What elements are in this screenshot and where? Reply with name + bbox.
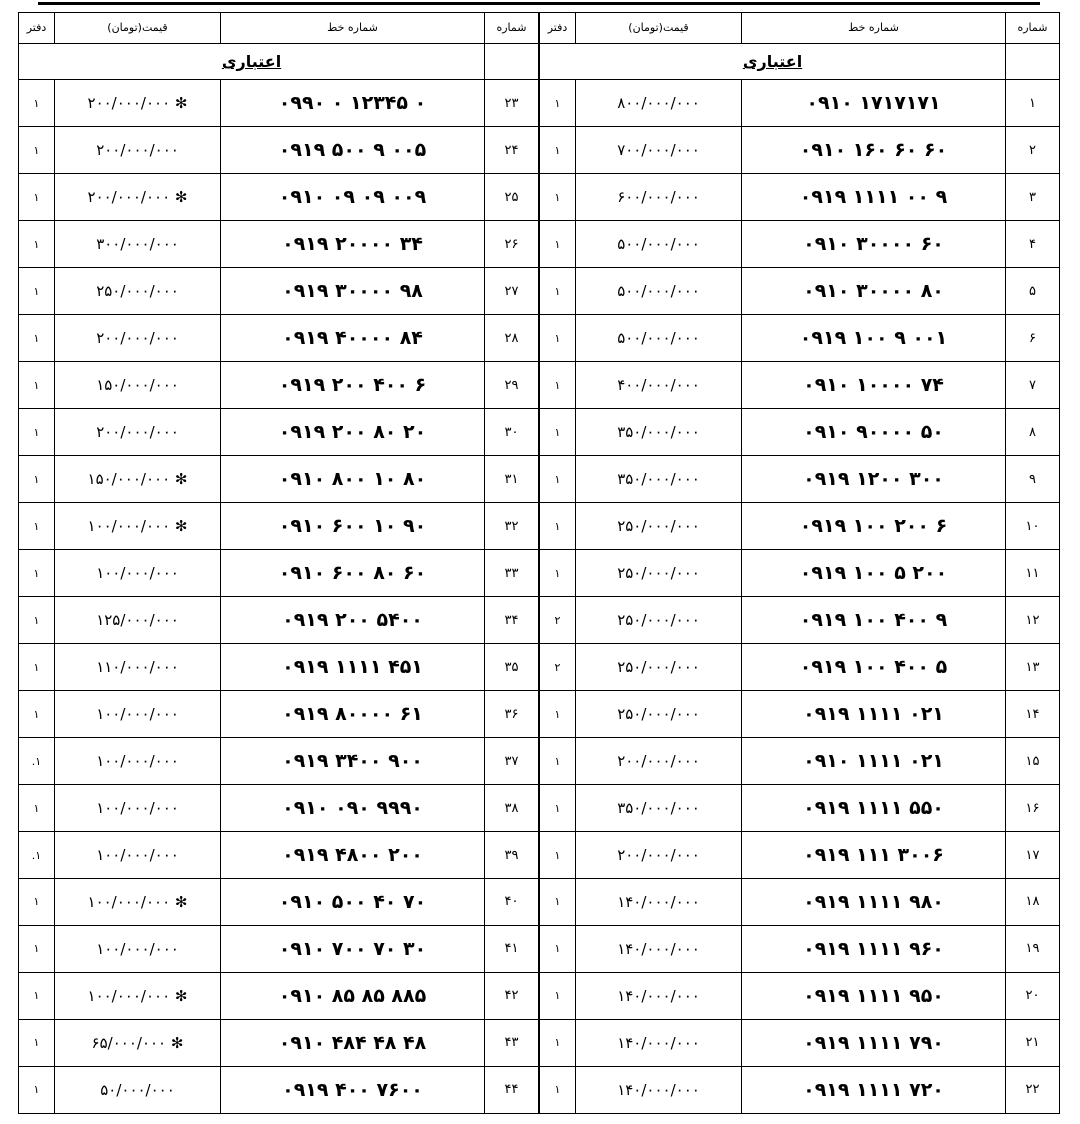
row-number: ۲۸ [485, 315, 539, 362]
phone-line: ۰۹۱۹ ۲۰۰ ۴۰۰ ۶ [221, 362, 485, 409]
office: ۱ [19, 597, 55, 644]
phone-line: ۰۹۱۹ ۱۱۱۱ ۵۵۰ [742, 785, 1006, 832]
office: ۱ [540, 832, 576, 879]
row-number: ۴۰ [485, 879, 539, 926]
header-price: قیمت(تومان) [576, 13, 742, 44]
office: ۱ [19, 1019, 55, 1066]
office: ۱ [540, 550, 576, 597]
price: ۱۴۰/۰۰۰/۰۰۰ [576, 879, 742, 926]
office: ۱ [19, 550, 55, 597]
table-row [540, 738, 1060, 785]
table-row [19, 785, 539, 832]
office: ۱ [19, 972, 55, 1019]
office: ۱ [19, 268, 55, 315]
office: ۱ [19, 80, 55, 127]
row-number: ۱۱ [1006, 550, 1060, 597]
table-row [540, 1066, 1060, 1113]
table-row [540, 315, 1060, 362]
row-number: ۱۴ [1006, 691, 1060, 738]
office: ۱ [19, 644, 55, 691]
phone-line: ۰۹۱۰ ۱۱۱۱ ۰۲۱ [742, 738, 1006, 785]
table-row [540, 879, 1060, 926]
phone-line: ۰۹۱۹ ۱۱۱۱ ۹۶۰ [742, 925, 1006, 972]
row-number: ۴۱ [485, 925, 539, 972]
office: ۱ [540, 879, 576, 926]
price: ۲۰۰/۰۰۰/۰۰۰ [576, 832, 742, 879]
phone-line: ۰۹۱۹ ۸۰۰۰۰ ۶۱ [221, 691, 485, 738]
table-row [540, 80, 1060, 127]
table-row [540, 456, 1060, 503]
office: ۱ [19, 925, 55, 972]
price: ۲۰۰/۰۰۰/۰۰۰ ✻ [55, 174, 221, 221]
table-row [19, 832, 539, 879]
table-row [540, 362, 1060, 409]
phone-line: ۰۹۱۹ ۱۱۱۱ ۷۹۰ [742, 1019, 1006, 1066]
phone-line: ۰۹۱۹ ۱۰۰ ۹ ۰۰۱ [742, 315, 1006, 362]
price: ۱۰۰/۰۰۰/۰۰۰ [55, 738, 221, 785]
table-row [19, 174, 539, 221]
phone-line: ۰۹۱۰ ۶۰۰ ۸۰ ۶۰ [221, 550, 485, 597]
row-number: ۲۶ [485, 221, 539, 268]
header-row [540, 13, 1060, 44]
price: ۲۰۰/۰۰۰/۰۰۰ [55, 315, 221, 362]
office: ۱ [19, 174, 55, 221]
phone-line: ۰۹۱۹ ۱۰۰ ۵ ۲۰۰ [742, 550, 1006, 597]
price: ۵۰۰/۰۰۰/۰۰۰ [576, 315, 742, 362]
office: ۱ [19, 785, 55, 832]
office: ۱ [540, 503, 576, 550]
price: ۱۰۰/۰۰۰/۰۰۰ ✻ [55, 503, 221, 550]
price: ۲۵۰/۰۰۰/۰۰۰ [576, 691, 742, 738]
table-row [540, 174, 1060, 221]
price: ۲۰۰/۰۰۰/۰۰۰ [55, 127, 221, 174]
price: ۴۰۰/۰۰۰/۰۰۰ [576, 362, 742, 409]
phone-line: ۰۹۱۹ ۱۲۰۰ ۳۰۰ [742, 456, 1006, 503]
row-number: ۴۴ [485, 1066, 539, 1113]
row-number: ۱ [1006, 80, 1060, 127]
office: ۱. [19, 832, 55, 879]
phone-line: ۰۹۱۰ ۷۰۰ ۷۰ ۳۰ [221, 925, 485, 972]
table-row [540, 832, 1060, 879]
table-row [19, 597, 539, 644]
office: ۱ [540, 362, 576, 409]
row-number: ۲۴ [485, 127, 539, 174]
table-row [19, 409, 539, 456]
price: ۱۵۰/۰۰۰/۰۰۰ ✻ [55, 456, 221, 503]
table-row [19, 456, 539, 503]
price: ۱۴۰/۰۰۰/۰۰۰ [576, 1066, 742, 1113]
table-row [19, 315, 539, 362]
phone-line: ۰۹۱۹ ۱۱۱۱ ۰۰ ۹ [742, 174, 1006, 221]
row-number: ۲۲ [1006, 1066, 1060, 1113]
header-line: شماره خط [742, 13, 1006, 44]
category-label: اعتباری [221, 52, 282, 72]
phone-line: ۰۹۱۰ ۶۰۰ ۱۰ ۹۰ [221, 503, 485, 550]
table-row [540, 597, 1060, 644]
row-number: ۲۳ [485, 80, 539, 127]
price-list-sheet [20, 12, 1060, 1114]
phone-line: ۰۹۱۹ ۱۰۰ ۲۰۰ ۶ [742, 503, 1006, 550]
price: ۱۰۰/۰۰۰/۰۰۰ ✻ [55, 972, 221, 1019]
row-number: ۲۷ [485, 268, 539, 315]
price: ۱۲۵/۰۰۰/۰۰۰ [55, 597, 221, 644]
price: ۱۰۰/۰۰۰/۰۰۰ [55, 785, 221, 832]
row-number: ۱۶ [1006, 785, 1060, 832]
row-number: ۴۲ [485, 972, 539, 1019]
price: ۱۰۰/۰۰۰/۰۰۰ [55, 832, 221, 879]
price: ۷۰۰/۰۰۰/۰۰۰ [576, 127, 742, 174]
price: ۲۰۰/۰۰۰/۰۰۰ ✻ [55, 80, 221, 127]
phone-line: ۰۹۱۹ ۱۱۱۱ ۷۲۰ [742, 1066, 1006, 1113]
table-row [19, 1019, 539, 1066]
price: ۳۵۰/۰۰۰/۰۰۰ [576, 785, 742, 832]
phone-line: ۰۹۱۹ ۴۰۰ ۷۶۰۰ [221, 1066, 485, 1113]
office: ۱ [540, 1066, 576, 1113]
office: ۱ [540, 315, 576, 362]
price: ۲۰۰/۰۰۰/۰۰۰ [55, 409, 221, 456]
price: ۳۰۰/۰۰۰/۰۰۰ [55, 221, 221, 268]
price: ۱۴۰/۰۰۰/۰۰۰ [576, 925, 742, 972]
price: ۵۰/۰۰۰/۰۰۰ [55, 1066, 221, 1113]
phone-line: ۰۹۱۹ ۱۱۱۱ ۴۵۱ [221, 644, 485, 691]
row-number: ۲۱ [1006, 1019, 1060, 1066]
table-row [19, 503, 539, 550]
price: ۵۰۰/۰۰۰/۰۰۰ [576, 268, 742, 315]
header-number: شماره [485, 13, 539, 44]
office: ۱ [540, 174, 576, 221]
price: ۱۰۰/۰۰۰/۰۰۰ [55, 925, 221, 972]
table-row [540, 268, 1060, 315]
table-row [540, 550, 1060, 597]
phone-line: ۰۹۹۰ ۰ ۱۲۳۴۵ ۰ [221, 80, 485, 127]
category-label: اعتباری [742, 52, 803, 72]
phone-line: ۰۹۱۹ ۳۴۰۰ ۹۰۰ [221, 738, 485, 785]
table-row [540, 221, 1060, 268]
row-number: ۴ [1006, 221, 1060, 268]
phone-line: ۰۹۱۹ ۱۰۰ ۴۰۰ ۵ [742, 644, 1006, 691]
table-row [540, 1019, 1060, 1066]
price: ۵۰۰/۰۰۰/۰۰۰ [576, 221, 742, 268]
row-number: ۱۰ [1006, 503, 1060, 550]
office: ۱ [540, 1019, 576, 1066]
phone-line: ۰۹۱۹ ۲۰۰ ۵۴۰۰ [221, 597, 485, 644]
phone-line: ۰۹۱۰ ۳۰۰۰۰ ۶۰ [742, 221, 1006, 268]
table-row [19, 362, 539, 409]
row-number: ۴۳ [485, 1019, 539, 1066]
phone-line: ۰۹۱۹ ۱۱۱ ۳۰۰۶ [742, 832, 1006, 879]
price: ۶۰۰/۰۰۰/۰۰۰ [576, 174, 742, 221]
office: ۱ [19, 1066, 55, 1113]
phone-line: ۰۹۱۹ ۵۰۰ ۹ ۰۰۵ [221, 127, 485, 174]
office: ۱ [540, 691, 576, 738]
row-number: ۳۴ [485, 597, 539, 644]
table-row [540, 503, 1060, 550]
table-row [540, 925, 1060, 972]
office: ۱ [540, 221, 576, 268]
office: ۱ [540, 972, 576, 1019]
top-rule [38, 2, 1040, 5]
left-table [18, 12, 539, 1114]
price: ۲۵۰/۰۰۰/۰۰۰ [55, 268, 221, 315]
right-table [539, 12, 1060, 1114]
table-row [19, 80, 539, 127]
phone-line: ۰۹۱۹ ۴۸۰۰ ۲۰۰ [221, 832, 485, 879]
office: ۱ [19, 409, 55, 456]
table-row [540, 691, 1060, 738]
row-number: ۱۹ [1006, 925, 1060, 972]
office: ۲ [540, 644, 576, 691]
phone-line: ۰۹۱۹ ۴۰۰۰۰ ۸۴ [221, 315, 485, 362]
price: ۳۵۰/۰۰۰/۰۰۰ [576, 409, 742, 456]
phone-line: ۰۹۱۰ ۱۶۰ ۶۰ ۶۰ [742, 127, 1006, 174]
table-row [19, 879, 539, 926]
table-row [19, 127, 539, 174]
row-number: ۳۹ [485, 832, 539, 879]
table-row [540, 785, 1060, 832]
row-number: ۳۷ [485, 738, 539, 785]
office: ۱ [540, 80, 576, 127]
table-row [19, 1066, 539, 1113]
office: ۱ [19, 456, 55, 503]
office: ۱ [540, 409, 576, 456]
table-row [19, 550, 539, 597]
price: ۲۵۰/۰۰۰/۰۰۰ [576, 597, 742, 644]
office: ۱. [19, 738, 55, 785]
phone-line: ۰۹۱۹ ۱۱۱۱ ۰۲۱ [742, 691, 1006, 738]
office: ۱ [19, 691, 55, 738]
phone-line: ۰۹۱۰ ۳۰۰۰۰ ۸۰ [742, 268, 1006, 315]
category-row [19, 43, 539, 79]
table-row [540, 972, 1060, 1019]
office: ۱ [540, 268, 576, 315]
phone-line: ۰۹۱۰ ۸۵ ۸۵ ۸۸۵ [221, 972, 485, 1019]
price: ۲۰۰/۰۰۰/۰۰۰ [576, 738, 742, 785]
row-number: ۳۵ [485, 644, 539, 691]
row-number: ۱۲ [1006, 597, 1060, 644]
row-number: ۳۲ [485, 503, 539, 550]
price: ۱۰۰/۰۰۰/۰۰۰ [55, 691, 221, 738]
row-number: ۱۳ [1006, 644, 1060, 691]
row-number: ۳۶ [485, 691, 539, 738]
phone-line: ۰۹۱۰ ۰۹۰ ۹۹۹۰ [221, 785, 485, 832]
office: ۱ [19, 127, 55, 174]
header-office: دفتر [19, 13, 55, 44]
header-line: شماره خط [221, 13, 485, 44]
price: ۱۴۰/۰۰۰/۰۰۰ [576, 972, 742, 1019]
table-row [540, 644, 1060, 691]
table-row [540, 127, 1060, 174]
phone-line: ۰۹۱۰ ۹۰۰۰۰ ۵۰ [742, 409, 1006, 456]
row-number: ۲۵ [485, 174, 539, 221]
phone-line: ۰۹۱۰ ۸۰۰ ۱۰ ۸۰ [221, 456, 485, 503]
row-number: ۲ [1006, 127, 1060, 174]
row-number: ۱۸ [1006, 879, 1060, 926]
phone-line: ۰۹۱۰ ۴۸۴ ۴۸ ۴۸ [221, 1019, 485, 1066]
row-number: ۶ [1006, 315, 1060, 362]
row-number: ۳۸ [485, 785, 539, 832]
office: ۱ [540, 738, 576, 785]
row-number: ۳ [1006, 174, 1060, 221]
row-number: ۲۰ [1006, 972, 1060, 1019]
header-price: قیمت(تومان) [55, 13, 221, 44]
price: ۱۱۰/۰۰۰/۰۰۰ [55, 644, 221, 691]
phone-line: ۰۹۱۰ ۱۰۰۰۰ ۷۴ [742, 362, 1006, 409]
office: ۱ [19, 879, 55, 926]
row-number: ۵ [1006, 268, 1060, 315]
table-row [540, 409, 1060, 456]
table-row [19, 644, 539, 691]
row-number: ۹ [1006, 456, 1060, 503]
phone-line: ۰۹۱۰ ۵۰۰ ۴۰ ۷۰ [221, 879, 485, 926]
phone-line: ۰۹۱۹ ۱۱۱۱ ۹۵۰ [742, 972, 1006, 1019]
price: ۳۵۰/۰۰۰/۰۰۰ [576, 456, 742, 503]
phone-line: ۰۹۱۹ ۱۱۱۱ ۹۸۰ [742, 879, 1006, 926]
row-number: ۳۳ [485, 550, 539, 597]
table-row [19, 972, 539, 1019]
price: ۸۰۰/۰۰۰/۰۰۰ [576, 80, 742, 127]
price: ۶۵/۰۰۰/۰۰۰ ✻ [55, 1019, 221, 1066]
header-row [19, 13, 539, 44]
table-row [19, 691, 539, 738]
office: ۱ [540, 127, 576, 174]
office: ۱ [540, 925, 576, 972]
category-row [540, 43, 1060, 79]
table-row [19, 268, 539, 315]
row-number: ۷ [1006, 362, 1060, 409]
phone-line: ۰۹۱۹ ۳۰۰۰۰ ۹۸ [221, 268, 485, 315]
phone-line: ۰۹۱۹ ۲۰۰ ۸۰ ۲۰ [221, 409, 485, 456]
row-number: ۱۵ [1006, 738, 1060, 785]
office: ۱ [19, 221, 55, 268]
phone-line: ۰۹۱۹ ۲۰۰۰۰ ۳۴ [221, 221, 485, 268]
price: ۱۵۰/۰۰۰/۰۰۰ [55, 362, 221, 409]
price: ۲۵۰/۰۰۰/۰۰۰ [576, 503, 742, 550]
price: ۲۵۰/۰۰۰/۰۰۰ [576, 644, 742, 691]
row-number: ۲۹ [485, 362, 539, 409]
header-number: شماره [1006, 13, 1060, 44]
office: ۱ [19, 503, 55, 550]
header-office: دفتر [540, 13, 576, 44]
office: ۱ [540, 456, 576, 503]
row-number: ۳۱ [485, 456, 539, 503]
phone-line: ۰۹۱۹ ۱۰۰ ۴۰۰ ۹ [742, 597, 1006, 644]
row-number: ۳۰ [485, 409, 539, 456]
price: ۱۰۰/۰۰۰/۰۰۰ ✻ [55, 879, 221, 926]
row-number: ۸ [1006, 409, 1060, 456]
office: ۱ [19, 315, 55, 362]
table-row [19, 221, 539, 268]
row-number: ۱۷ [1006, 832, 1060, 879]
price: ۲۵۰/۰۰۰/۰۰۰ [576, 550, 742, 597]
office: ۲ [540, 597, 576, 644]
table-row [19, 925, 539, 972]
phone-line: ۰۹۱۰ ۱۷۱۷۱۷۱ [742, 80, 1006, 127]
price: ۱۰۰/۰۰۰/۰۰۰ [55, 550, 221, 597]
price: ۱۴۰/۰۰۰/۰۰۰ [576, 1019, 742, 1066]
table-row [19, 738, 539, 785]
phone-line: ۰۹۱۰ ۰۹ ۰۹ ۰۰۹ [221, 174, 485, 221]
office: ۱ [540, 785, 576, 832]
office: ۱ [19, 362, 55, 409]
